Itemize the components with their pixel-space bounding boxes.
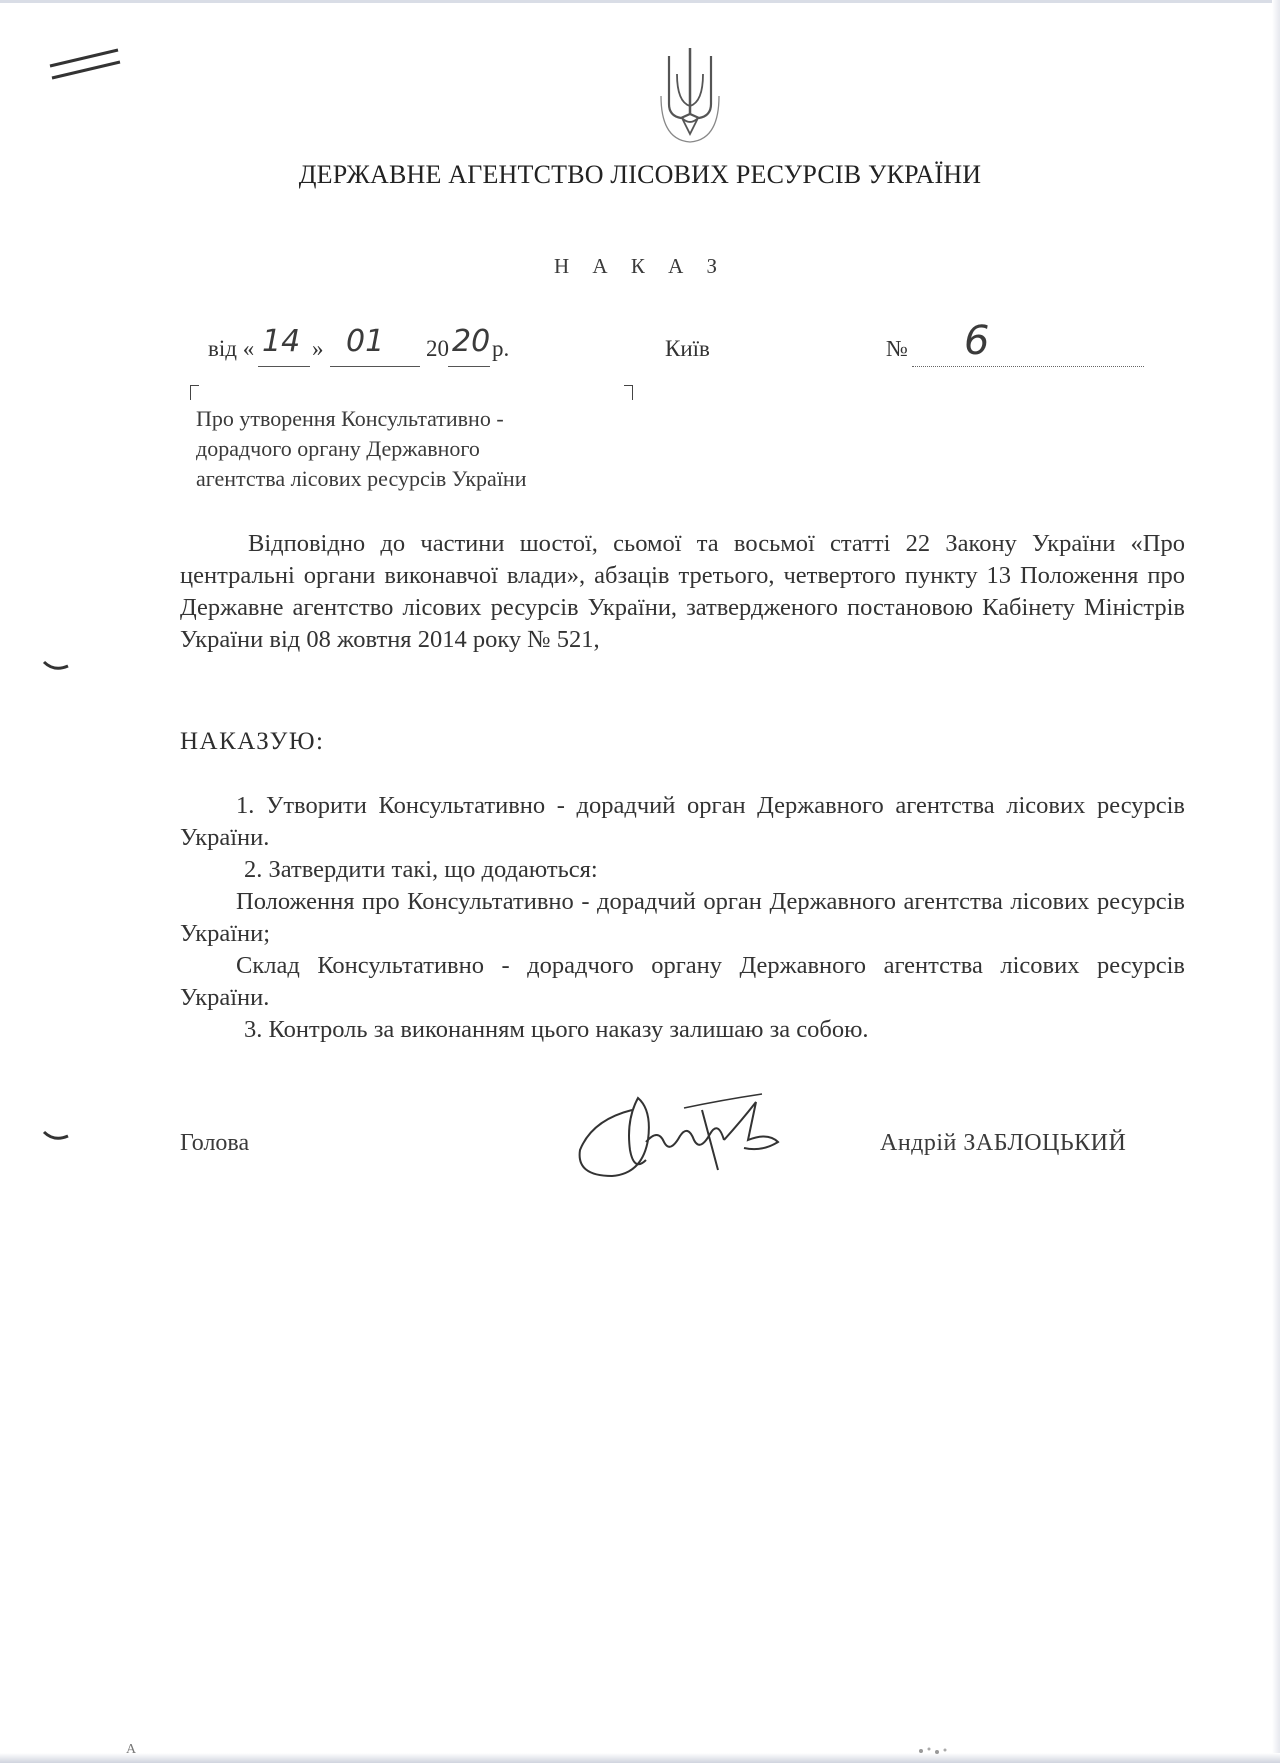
margin-mark-icon — [40, 656, 72, 676]
trident-icon — [655, 44, 725, 144]
order-item: Склад Консультативно - дорадчого органу Державного агентства лісових ресурсів України. — [180, 952, 1185, 1011]
number-label: № — [886, 336, 908, 361]
order-item: 1. Утворити Консультативно - дорадчий орган Державного агентства лісових ресурсів України. — [180, 792, 1185, 851]
order-item: 3. Контроль за виконанням цього наказу залишаю за собою. — [244, 1016, 869, 1043]
scan-edge-top — [0, 0, 1280, 3]
subject-bracket-left — [190, 385, 199, 400]
city: Київ — [665, 336, 710, 361]
date-day: 14 — [262, 324, 301, 359]
number-value: 6 — [964, 318, 990, 364]
date-year-hand: 20 — [452, 324, 491, 359]
order-item: Положення про Консультативно - дорадчий орган Державного агентства лісових ресурсів України; — [180, 888, 1185, 947]
date-day-underline — [258, 366, 310, 367]
legal-basis-paragraph: Відповідно до частини шостої, сьомої та восьмої статті 22 Закону України «Про центральні органи виконавчої влади», абзаців третього, четвертого пункту 13 Положення про Державне агентство лісових ресурсів України, затвердженого постановою Кабінету Міністрів України від 08 жовтня 2014 року № 521, — [180, 530, 1185, 653]
signer-name: Андрій ЗАБЛОЦЬКИЙ — [880, 1130, 1127, 1156]
handwritten-signature-icon — [572, 1080, 792, 1190]
date-mid: » — [312, 336, 324, 361]
order-items — [180, 790, 1185, 1046]
date-line — [208, 336, 254, 362]
order-item: 2. Затвердити такі, що додаються: — [244, 856, 598, 883]
page-mark: А — [126, 1742, 137, 1757]
subject-line: Про утворення Консультативно - — [196, 406, 504, 431]
order-title: Н А К А З — [553, 254, 727, 278]
date-month: 01 — [346, 324, 385, 359]
date-year-start: 20 — [426, 336, 449, 361]
agency-name: ДЕРЖАВНЕ АГЕНТСТВО ЛІСОВИХ РЕСУРСІВ УКРАЇНИ — [298, 160, 982, 189]
date-month-underline — [330, 366, 420, 367]
margin-mark-icon — [40, 1126, 72, 1146]
signer-position: Голова — [180, 1130, 250, 1156]
order-subject — [196, 404, 616, 494]
subject-line: дорадчого органу Державного — [196, 436, 480, 461]
handwritten-corner-mark-icon — [48, 44, 124, 84]
date-prefix: від « — [208, 336, 255, 361]
scan-edge-bottom — [0, 1753, 1280, 1763]
subject-bracket-right — [624, 385, 633, 400]
number-underline — [912, 366, 1144, 368]
scan-dust-icon — [915, 1745, 955, 1757]
date-year-underline — [448, 366, 490, 367]
subject-line: агентства лісових ресурсів України — [196, 466, 527, 491]
date-suffix: р. — [492, 336, 510, 361]
order-directive-heading: НАКАЗУЮ: — [180, 728, 325, 755]
